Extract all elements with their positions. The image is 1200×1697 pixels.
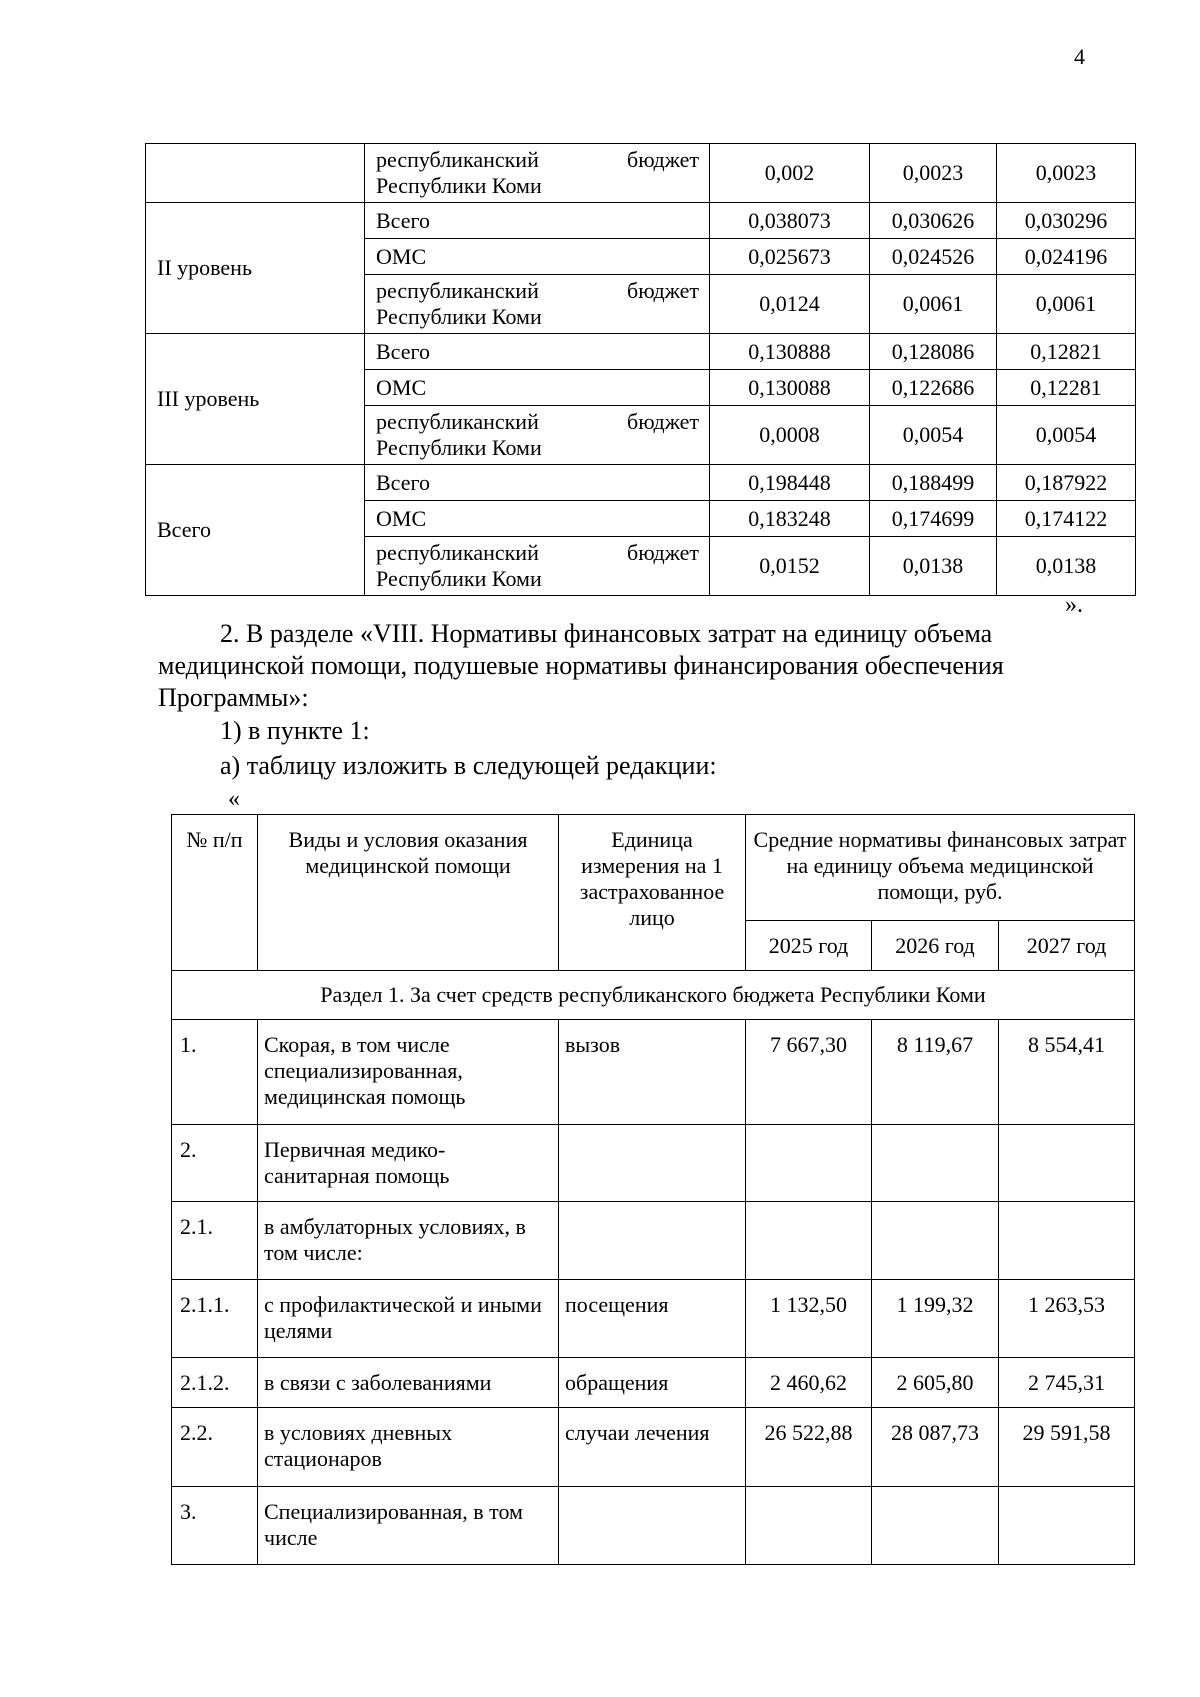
value-cell: 0,174699 xyxy=(870,501,997,537)
row-unit: обращения xyxy=(559,1358,746,1408)
table-row xyxy=(146,203,1136,239)
section-title: Раздел 1. За счет средств республиканского бюджета Республики Коми xyxy=(172,971,1135,1020)
category-cell: ОМС xyxy=(365,501,710,537)
row-value: 7 667,30 xyxy=(746,1020,872,1125)
header-norms: Средние нормативы финансовых затрат на единицу объема медицинской помощи, руб. xyxy=(746,815,1135,921)
table-row xyxy=(146,334,1136,370)
value-cell: 0,122686 xyxy=(870,370,997,406)
value-cell: 0,174122 xyxy=(997,501,1136,537)
value-cell: 0,024526 xyxy=(870,239,997,275)
header-type: Виды и условия оказания медицинской помощи xyxy=(258,815,559,971)
table-level-norms xyxy=(145,143,1136,596)
value-cell: 0,0138 xyxy=(870,537,997,596)
category-cell: республиканский бюджет Республики Коми xyxy=(365,275,710,334)
category-cell: ОМС xyxy=(365,370,710,406)
closing-quote: ». xyxy=(1065,592,1083,618)
row-value: 1 132,50 xyxy=(746,1280,872,1358)
table-row xyxy=(146,465,1136,501)
value-cell: 0,038073 xyxy=(710,203,870,239)
value-cell: 0,024196 xyxy=(997,239,1136,275)
table-financial-norms xyxy=(171,814,1135,1565)
header-year: 2027 год xyxy=(999,921,1135,971)
row-value: 2 745,31 xyxy=(999,1358,1135,1408)
category-cell: Всего xyxy=(365,334,710,370)
category-cell: ОМС xyxy=(365,239,710,275)
row-number: 2.1. xyxy=(172,1202,258,1280)
value-cell: 0,002 xyxy=(710,144,870,203)
row-value xyxy=(746,1125,872,1202)
row-number: 1. xyxy=(172,1020,258,1125)
header-year: 2026 год xyxy=(872,921,999,971)
value-cell: 0,030296 xyxy=(997,203,1136,239)
row-unit: вызов xyxy=(559,1020,746,1125)
value-cell: 0,0023 xyxy=(870,144,997,203)
table-header-row xyxy=(172,815,1135,921)
value-cell: 0,025673 xyxy=(710,239,870,275)
value-cell: 0,0138 xyxy=(997,537,1136,596)
page-number: 4 xyxy=(1074,44,1085,69)
value-cell: 0,12821 xyxy=(997,334,1136,370)
value-cell: 0,0152 xyxy=(710,537,870,596)
table-row xyxy=(172,1408,1135,1487)
row-unit xyxy=(559,1202,746,1280)
row-value xyxy=(999,1125,1135,1202)
value-cell: 0,130888 xyxy=(710,334,870,370)
category-cell: Всего xyxy=(365,203,710,239)
category-cell: республиканский бюджет Республики Коми xyxy=(365,406,710,465)
row-value: 28 087,73 xyxy=(872,1408,999,1487)
row-value xyxy=(999,1487,1135,1565)
header-year: 2025 год xyxy=(746,921,872,971)
level-cell: II уровень xyxy=(146,203,365,334)
row-value: 2 605,80 xyxy=(872,1358,999,1408)
row-value: 8 554,41 xyxy=(999,1020,1135,1125)
row-unit: посещения xyxy=(559,1280,746,1358)
table-row xyxy=(172,1202,1135,1280)
value-cell: 0,0054 xyxy=(997,406,1136,465)
paragraph-point: 1) в пункте 1: xyxy=(220,716,370,745)
value-cell: 0,188499 xyxy=(870,465,997,501)
header-no: № п/п xyxy=(172,815,258,971)
header-unit: Единица измерения на 1 застрахованное лицо xyxy=(559,815,746,971)
table-row xyxy=(146,144,1136,203)
row-name: в условиях дневных стационаров xyxy=(258,1408,559,1487)
value-cell: 0,0054 xyxy=(870,406,997,465)
row-unit xyxy=(559,1487,746,1565)
row-name: в связи с заболеваниями xyxy=(258,1358,559,1408)
category-cell: республиканский бюджет Республики Коми xyxy=(365,537,710,596)
table-row xyxy=(172,1358,1135,1408)
row-value xyxy=(746,1202,872,1280)
row-value xyxy=(746,1487,872,1565)
category-cell: Всего xyxy=(365,465,710,501)
opening-quote: « xyxy=(228,786,240,812)
row-value xyxy=(872,1125,999,1202)
paragraph-section-change: 2. В разделе «VIII. Нормативы финансовых затрат на единицу объема медицинской помощи, подушевые нормативы финансирования обеспечения Программы»: xyxy=(158,619,1004,712)
table-row xyxy=(172,1020,1135,1125)
value-cell: 0,030626 xyxy=(870,203,997,239)
value-cell: 0,198448 xyxy=(710,465,870,501)
value-cell: 0,0061 xyxy=(870,275,997,334)
row-number: 2.1.2. xyxy=(172,1358,258,1408)
empty-cell xyxy=(146,144,365,203)
row-name: с профилактической и иными целями xyxy=(258,1280,559,1358)
value-cell: 0,130088 xyxy=(710,370,870,406)
value-cell: 0,183248 xyxy=(710,501,870,537)
row-value xyxy=(999,1202,1135,1280)
value-cell: 0,0124 xyxy=(710,275,870,334)
row-unit xyxy=(559,1125,746,1202)
level-cell: Всего xyxy=(146,465,365,596)
row-number: 2. xyxy=(172,1125,258,1202)
level-cell: III уровень xyxy=(146,334,365,465)
row-value xyxy=(872,1202,999,1280)
row-value xyxy=(872,1487,999,1565)
row-value: 8 119,67 xyxy=(872,1020,999,1125)
row-name: Скорая, в том числе специализированная, медицинская помощь xyxy=(258,1020,559,1125)
table-row xyxy=(172,1280,1135,1358)
row-value: 29 591,58 xyxy=(999,1408,1135,1487)
table-row xyxy=(172,1125,1135,1202)
row-number: 2.2. xyxy=(172,1408,258,1487)
row-unit: случаи лечения xyxy=(559,1408,746,1487)
value-cell: 0,187922 xyxy=(997,465,1136,501)
paragraph-subpoint: а) таблицу изложить в следующей редакции: xyxy=(220,751,717,780)
row-value: 1 199,32 xyxy=(872,1280,999,1358)
row-value: 1 263,53 xyxy=(999,1280,1135,1358)
row-value: 2 460,62 xyxy=(746,1358,872,1408)
value-cell: 0,12281 xyxy=(997,370,1136,406)
row-name: в амбулаторных условиях, в том числе: xyxy=(258,1202,559,1280)
row-number: 3. xyxy=(172,1487,258,1565)
row-name: Специализированная, в том числе xyxy=(258,1487,559,1565)
row-number: 2.1.1. xyxy=(172,1280,258,1358)
value-cell: 0,0023 xyxy=(997,144,1136,203)
category-cell: республиканский бюджет Республики Коми xyxy=(365,144,710,203)
value-cell: 0,0061 xyxy=(997,275,1136,334)
value-cell: 0,0008 xyxy=(710,406,870,465)
row-value: 26 522,88 xyxy=(746,1408,872,1487)
row-name: Первичная медико-санитарная помощь xyxy=(258,1125,559,1202)
value-cell: 0,128086 xyxy=(870,334,997,370)
section-row xyxy=(172,971,1135,1020)
table-row xyxy=(172,1487,1135,1565)
